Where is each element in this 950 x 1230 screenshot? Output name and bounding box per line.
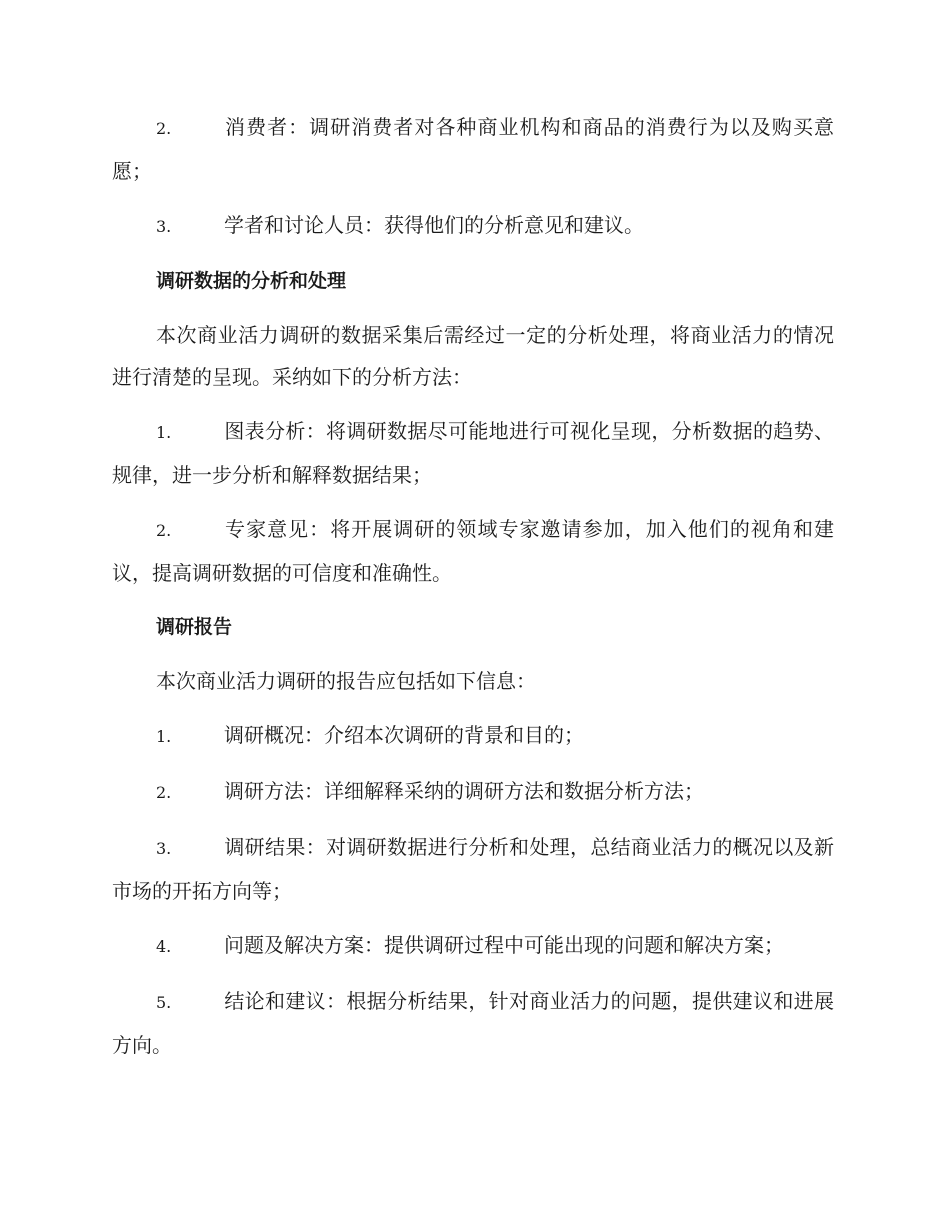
section-heading-analysis: 调研数据的分析和处理 <box>156 270 347 292</box>
list-number: 1. <box>156 423 172 442</box>
list-item-methods <box>112 770 834 814</box>
list-number: 1. <box>156 727 172 746</box>
section-heading-report: 调研报告 <box>156 616 233 638</box>
list-text: 问题及解决方案：提供调研过程中可能出现的问题和解决方案； <box>224 933 784 957</box>
list-item-expert-opinion <box>112 508 834 594</box>
list-item-consumers <box>112 106 834 192</box>
paragraph-analysis-intro: 本次商业活力调研的数据采集后需经过一定的分析处理，将商业活力的情况进行清楚的呈现。采纳如下的分析方法： <box>112 323 834 389</box>
list-number: 4. <box>156 937 172 956</box>
list-number: 2. <box>156 119 172 138</box>
list-text: 学者和讨论人员：获得他们的分析意见和建议。 <box>224 213 644 237</box>
list-number: 3. <box>156 217 172 236</box>
list-item-chart-analysis <box>112 410 834 496</box>
list-number: 2. <box>156 521 172 540</box>
list-item-conclusions <box>112 980 834 1066</box>
list-item-scholars <box>112 204 834 248</box>
document-page <box>112 106 834 1078</box>
list-text: 调研概况：介绍本次调研的背景和目的； <box>224 723 584 747</box>
list-text: 结论和建议：根据分析结果，针对商业活力的问题，提供建议和进展方向。 <box>112 989 834 1057</box>
list-item-overview <box>112 714 834 758</box>
list-number: 3. <box>156 839 172 858</box>
list-number: 5. <box>156 993 172 1012</box>
list-item-problems <box>112 924 834 968</box>
list-text: 调研结果：对调研数据进行分析和处理，总结商业活力的概况以及新市场的开拓方向等； <box>112 835 834 903</box>
list-item-results <box>112 826 834 912</box>
paragraph-report-intro: 本次商业活力调研的报告应包括如下信息： <box>156 669 536 693</box>
list-number: 2. <box>156 783 172 802</box>
list-text: 消费者：调研消费者对各种商业机构和商品的消费行为以及购买意愿； <box>112 115 834 183</box>
list-text: 专家意见：将开展调研的领域专家邀请参加，加入他们的视角和建议，提高调研数据的可信度和准确性。 <box>112 517 834 585</box>
list-text: 调研方法：详细解释采纳的调研方法和数据分析方法； <box>224 779 704 803</box>
list-text: 图表分析：将调研数据尽可能地进行可视化呈现，分析数据的趋势、规律，进一步分析和解释数据结果； <box>112 419 834 487</box>
